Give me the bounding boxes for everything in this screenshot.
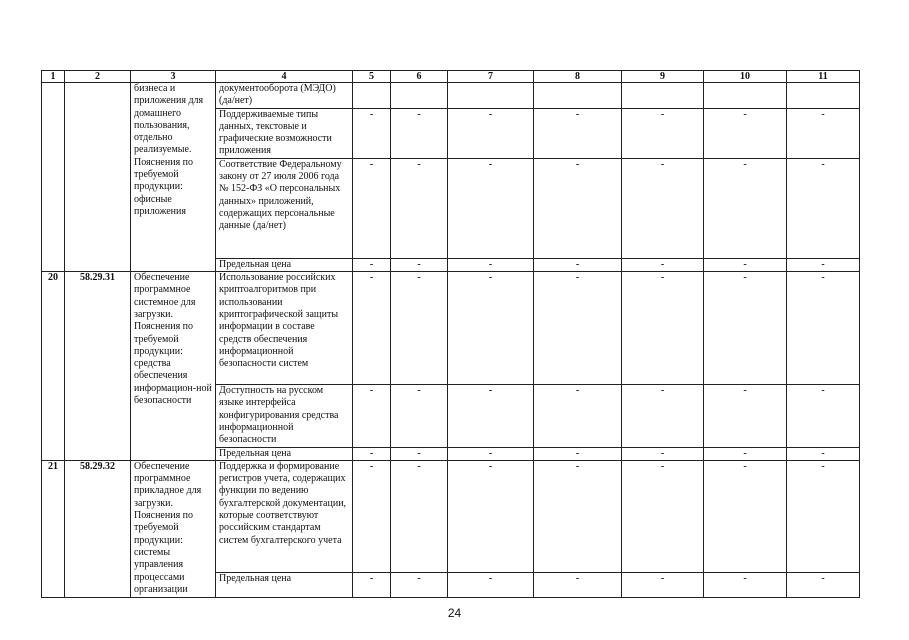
value-cell: - <box>787 385 860 447</box>
table-row <box>42 272 860 385</box>
value-cell: - <box>534 158 622 258</box>
characteristics-table <box>41 70 860 598</box>
value-cell: - <box>391 108 448 158</box>
product-description-cell: Обеспечение программное прикладное для загрузки. Пояснения по требуемой продукции: системы управления процессами организации <box>131 460 216 597</box>
value-cell: - <box>448 460 534 572</box>
value-cell: - <box>787 158 860 258</box>
value-cell: - <box>534 272 622 385</box>
value-cell: - <box>448 158 534 258</box>
value-cell: - <box>622 158 704 258</box>
value-cell: - <box>704 572 787 597</box>
value-cell: - <box>622 385 704 447</box>
value-cell: - <box>391 460 448 572</box>
column-header: 2 <box>65 71 131 83</box>
value-cell: - <box>704 158 787 258</box>
characteristic-cell: Соответствие Федеральному закону от 27 июля 2006 года № 152-ФЗ «О персональных данных» приложений, содержащих персональные данные (да/нет) <box>216 158 353 258</box>
value-cell: - <box>353 447 391 460</box>
value-cell: - <box>787 460 860 572</box>
value-cell: - <box>391 258 448 271</box>
value-cell: - <box>534 460 622 572</box>
value-cell: - <box>622 447 704 460</box>
characteristic-cell: Поддерживаемые типы данных, текстовые и графические возможности приложения <box>216 108 353 158</box>
column-header: 8 <box>534 71 622 83</box>
value-cell: - <box>448 447 534 460</box>
value-cell: - <box>353 460 391 572</box>
product-description-cell: Обеспечение программное системное для загрузки. Пояснения по требуемой продукции: средства обеспечения информацион-ной безопасности <box>131 272 216 461</box>
characteristic-cell: Поддержка и формирование регистров учета, содержащих функции по ведению бухгалтерской документации, которые соответствуют российским стандартам систем бухгалтерского учета <box>216 460 353 572</box>
column-header: 1 <box>42 71 65 83</box>
row-number-cell: 20 <box>42 272 65 461</box>
value-cell: - <box>391 272 448 385</box>
value-cell: - <box>704 460 787 572</box>
column-header: 10 <box>704 71 787 83</box>
value-cell: - <box>622 258 704 271</box>
value-cell: - <box>534 447 622 460</box>
value-cell: - <box>353 572 391 597</box>
value-cell: - <box>534 572 622 597</box>
column-header: 11 <box>787 71 860 83</box>
value-cell: - <box>787 447 860 460</box>
value-cell: - <box>622 572 704 597</box>
value-cell: - <box>353 258 391 271</box>
value-cell: - <box>787 108 860 158</box>
value-cell: - <box>704 258 787 271</box>
value-cell: - <box>622 272 704 385</box>
value-cell: - <box>391 385 448 447</box>
value-cell: - <box>704 108 787 158</box>
column-header: 4 <box>216 71 353 83</box>
value-cell: - <box>448 272 534 385</box>
value-cell: - <box>391 158 448 258</box>
value-cell: - <box>622 108 704 158</box>
characteristic-cell: Предельная цена <box>216 447 353 460</box>
table-row <box>42 460 860 572</box>
value-cell: - <box>787 272 860 385</box>
value-cell: - <box>622 460 704 572</box>
value-cell: - <box>353 108 391 158</box>
product-description-cell: бизнеса и приложения для домашнего пользования, отдельно реализуемые. Пояснения по требуемой продукции: офисные приложения <box>131 83 216 272</box>
value-cell: - <box>448 108 534 158</box>
value-cell: - <box>353 158 391 258</box>
value-cell: - <box>704 385 787 447</box>
value-cell: - <box>704 447 787 460</box>
value-cell: - <box>787 572 860 597</box>
value-cell: - <box>534 258 622 271</box>
page-number: 24 <box>447 606 462 620</box>
value-cell: - <box>787 258 860 271</box>
code-cell: 58.29.31 <box>65 272 131 461</box>
value-cell: - <box>391 447 448 460</box>
row-number-cell: 21 <box>42 460 65 597</box>
characteristic-cell: Предельная цена <box>216 572 353 597</box>
column-header: 5 <box>353 71 391 83</box>
characteristic-cell: Предельная цена <box>216 258 353 271</box>
value-cell: - <box>704 272 787 385</box>
value-cell: - <box>448 572 534 597</box>
code-cell: 58.29.32 <box>65 460 131 597</box>
row-number-cell <box>42 83 65 272</box>
value-cell: - <box>534 385 622 447</box>
value-cell: - <box>448 385 534 447</box>
value-cell: - <box>448 258 534 271</box>
characteristic-cell: документооборота (МЭДО) (да/нет) <box>216 83 353 109</box>
code-cell <box>65 83 131 272</box>
table-row <box>42 83 860 109</box>
column-header: 7 <box>448 71 534 83</box>
value-cell: - <box>391 572 448 597</box>
value-cell: - <box>353 385 391 447</box>
characteristic-cell: Доступность на русском языке интерфейса конфигурирования средства информационной безопасности <box>216 385 353 447</box>
column-header: 6 <box>391 71 448 83</box>
column-header: 9 <box>622 71 704 83</box>
table-header-row <box>42 71 860 83</box>
value-cell: - <box>534 108 622 158</box>
column-header: 3 <box>131 71 216 83</box>
characteristic-cell: Использование российских криптоалгоритмов при использовании криптографической защиты информации в составе средств обеспечения информационной безопасности систем <box>216 272 353 385</box>
value-cell: - <box>353 272 391 385</box>
